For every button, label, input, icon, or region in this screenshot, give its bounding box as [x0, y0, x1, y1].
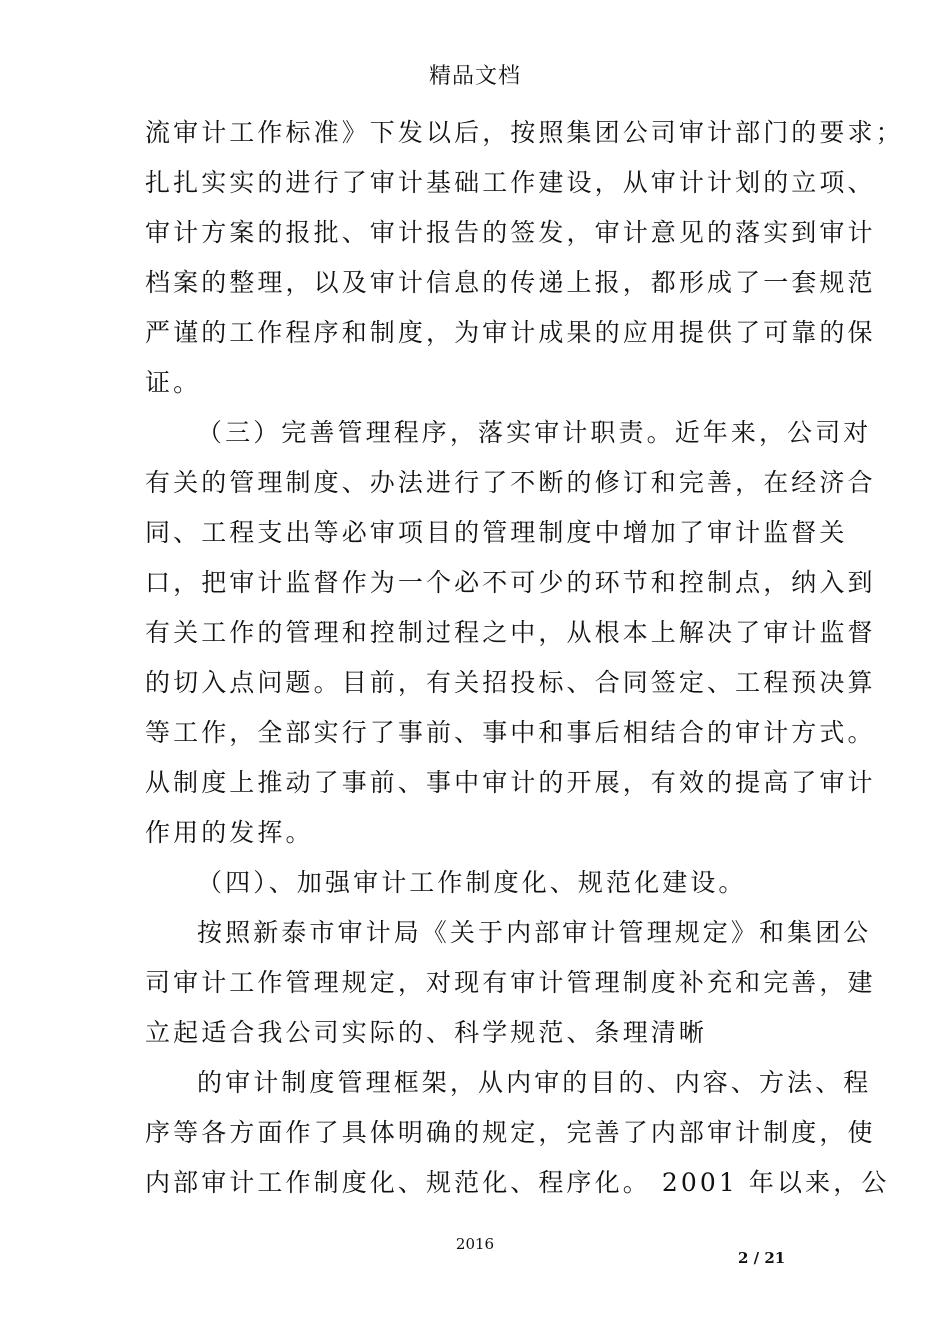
text-line: 证。	[145, 368, 202, 397]
text-line: 司审计工作管理规定，对现有审计管理制度补充和完善，建	[145, 968, 876, 997]
text-line: 的审计制度管理框架，从内审的目的、内容、方法、程	[197, 1068, 872, 1097]
text-line: 严谨的工作程序和制度，为审计成果的应用提供了可靠的保	[145, 318, 876, 347]
text-line: 档案的整理，以及审计信息的传递上报，都形成了一套规范	[145, 268, 876, 297]
footer-year: 2016	[455, 1235, 495, 1253]
text-line: 序等各方面作了具体明确的规定，完善了内部审计制度，使	[145, 1118, 876, 1147]
section-heading: （四）、加强审计工作制度化、规范化建设。	[197, 868, 747, 897]
text-line: 等工作，全部实行了事前、事中和事后相结合的审计方式。	[145, 718, 876, 747]
text-line: 审计方案的报批、审计报告的签发，审计意见的落实到审计	[145, 218, 876, 247]
text-line: 扎扎实实的进行了审计基础工作建设，从审计计划的立项、	[145, 168, 876, 197]
text-line: （三）完善管理程序，落实审计职责。近年来，公司对	[197, 418, 872, 447]
text-line: 内部审计工作制度化、规范化、程序化。 2001 年以来，公	[145, 1168, 890, 1197]
text-line: 的切入点问题。目前，有关招投标、合同签定、工程预决算	[145, 668, 876, 697]
text-line: 同、工程支出等必审项目的管理制度中增加了审计监督关	[145, 518, 848, 547]
text-line: 有关的管理制度、办法进行了不断的修订和完善，在经济合	[145, 468, 876, 497]
page-number: 2 / 21	[738, 1249, 786, 1267]
text-line: 口，把审计监督作为一个必不可少的环节和控制点，纳入到	[145, 568, 876, 597]
text-line: 从制度上推动了事前、事中审计的开展，有效的提高了审计	[145, 768, 876, 797]
page-header: 精品文档	[428, 64, 521, 89]
text-line: 有关工作的管理和控制过程之中，从根本上解决了审计监督	[145, 618, 876, 647]
text-line: 作用的发挥。	[145, 818, 314, 847]
text-line: 流审计工作标准》下发以后，按照集团公司审计部门的要求；	[145, 118, 904, 147]
text-line: 按照新泰市审计局《关于内部审计管理规定》和集团公	[197, 918, 872, 947]
text-line: 立起适合我公司实际的、科学规范、条理清晰	[145, 1018, 708, 1047]
